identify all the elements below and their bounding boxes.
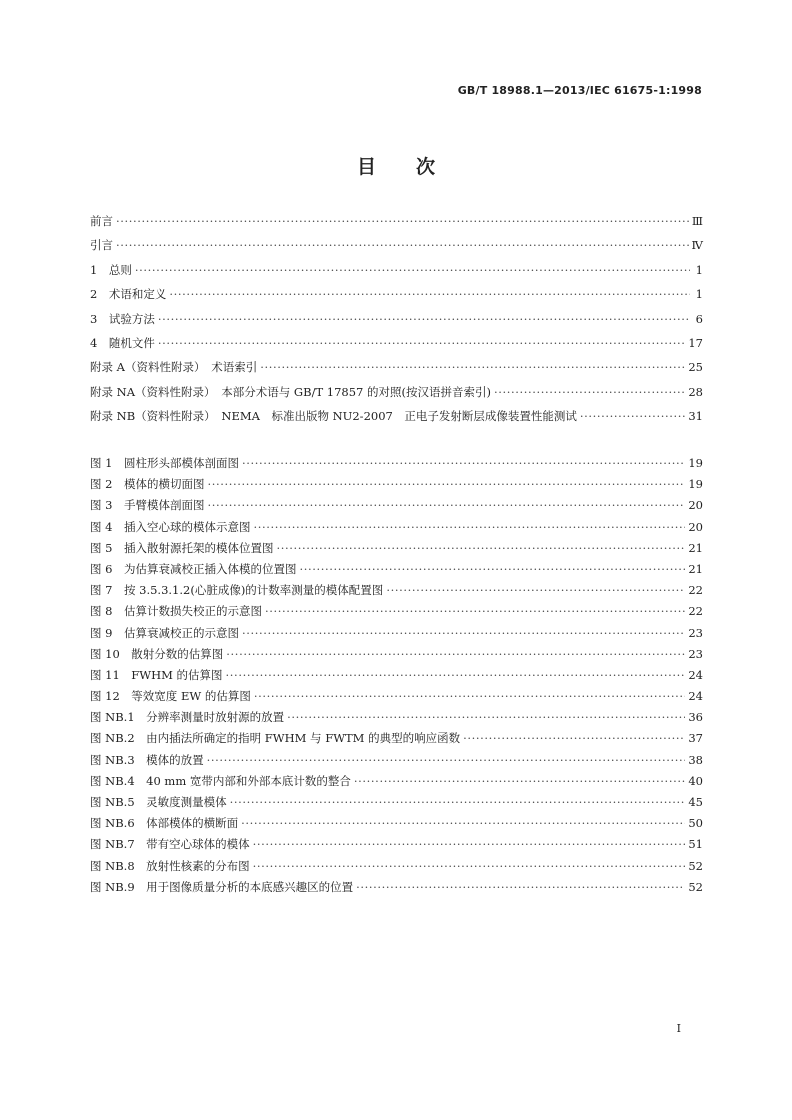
figure-entry-page: 45 xyxy=(688,795,703,809)
figure-entry-page: 37 xyxy=(688,731,703,746)
toc-leader xyxy=(116,240,689,252)
figure-entry-label: 图 2 模体的横切面图 xyxy=(90,477,205,492)
page-number: I xyxy=(676,1022,681,1035)
toc-entry-page: 28 xyxy=(688,384,703,399)
figure-entry-page: 24 xyxy=(688,689,703,704)
figure-entry[interactable] xyxy=(90,625,703,649)
toc-leader xyxy=(494,387,685,399)
toc-leader xyxy=(265,606,685,618)
figure-entry-page: 52 xyxy=(688,858,703,873)
figure-entry-label: 图 NB.2 由内插法所确定的指明 FWHM 与 FWTM 的典型的响应函数 xyxy=(90,731,461,746)
figure-entry[interactable] xyxy=(90,479,703,500)
toc-leader xyxy=(254,691,686,703)
figure-entry[interactable] xyxy=(90,540,703,564)
figure-entry-page: 19 xyxy=(688,456,703,470)
toc-leader xyxy=(253,522,685,534)
toc-leader xyxy=(158,338,686,350)
toc-entry[interactable] xyxy=(90,240,703,264)
toc-leader xyxy=(169,289,690,301)
toc-leader xyxy=(135,265,690,277)
toc-entry[interactable] xyxy=(90,216,703,240)
toc-leader xyxy=(463,733,685,745)
toc-entry-page: Ⅲ xyxy=(691,214,703,228)
toc-entry-page: 31 xyxy=(688,409,703,424)
toc-leader xyxy=(287,712,685,724)
toc-figure-list xyxy=(90,458,703,903)
toc-main-list xyxy=(90,216,703,436)
figure-entry-page: 21 xyxy=(688,561,703,576)
toc-leader xyxy=(386,585,685,597)
figure-entry-page: 24 xyxy=(688,667,703,682)
figure-entry-label: 图 12 等效宽度 EW 的估算图 xyxy=(90,689,251,704)
figure-entry-page: 38 xyxy=(688,752,703,767)
figure-entry-label: 图 NB.6 体部模体的横断面 xyxy=(90,816,239,831)
toc-entry-label: 附录 NB（资料性附录） NEMA 标准出版物 NU2-2007 正电子发射断层成像装置性能测试 xyxy=(90,409,577,424)
toc-leader xyxy=(356,882,685,894)
figure-entry[interactable] xyxy=(90,606,703,627)
figure-entry[interactable] xyxy=(90,646,703,670)
toc-entry[interactable] xyxy=(90,262,703,289)
toc-entry-page: 1 xyxy=(695,262,703,277)
toc-entry-label: 前言 xyxy=(90,214,113,228)
toc-leader xyxy=(580,411,686,423)
figure-entry-page: 40 xyxy=(688,773,703,788)
toc-entry-page: Ⅳ xyxy=(691,238,703,253)
figure-entry[interactable] xyxy=(90,839,703,860)
toc-leader xyxy=(226,670,686,682)
figure-entry-label: 图 6 为估算衰减校正插入体模的位置图 xyxy=(90,561,297,576)
figure-entry-label: 图 3 手臂模体剖面图 xyxy=(90,498,205,513)
figure-entry-page: 21 xyxy=(688,540,703,555)
toc-leader xyxy=(299,564,685,576)
toc-leader xyxy=(241,818,685,830)
toc-entry[interactable] xyxy=(90,335,703,362)
toc-entry[interactable] xyxy=(90,362,703,386)
figure-entry-page: 23 xyxy=(688,646,703,661)
figure-entry[interactable] xyxy=(90,818,703,839)
figure-entry[interactable] xyxy=(90,712,703,733)
figure-entry-label: 图 NB.7 带有空心球体的模体 xyxy=(90,837,250,852)
figure-entry[interactable] xyxy=(90,797,703,818)
toc-entry-label: 4 随机文件 xyxy=(90,335,155,350)
toc-entry-label: 附录 NA（资料性附录） 本部分术语与 GB/T 17857 的对照(按汉语拼音索引) xyxy=(90,384,491,399)
toc-entry[interactable] xyxy=(90,289,703,313)
toc-leader xyxy=(207,755,686,767)
figure-entry-page: 22 xyxy=(688,604,703,619)
toc-entry-label: 1 总则 xyxy=(90,262,132,277)
document-standard-header: GB/T 18988.1—2013/IEC 61675-1:1998 xyxy=(457,84,702,97)
toc-title xyxy=(0,152,792,179)
figure-entry[interactable] xyxy=(90,519,703,543)
figure-entry[interactable] xyxy=(90,858,703,882)
toc-leader xyxy=(158,314,690,326)
toc-entry-label: 2 术语和定义 xyxy=(90,287,167,302)
figure-entry[interactable] xyxy=(90,752,703,776)
figure-entry-label: 图 8 估算计数损失校正的示意图 xyxy=(90,604,262,619)
figure-entry-label: 图 NB.8 放射性核素的分布图 xyxy=(90,858,250,873)
figure-entry[interactable] xyxy=(90,667,703,691)
figure-entry-page: 52 xyxy=(688,879,703,894)
figure-entry-label: 图 NB.4 40 mm 宽带内部和外部本底计数的整合 xyxy=(90,773,351,788)
toc-leader xyxy=(242,628,685,640)
figure-entry-label: 图 1 圆柱形头部模体剖面图 xyxy=(90,456,239,470)
toc-leader xyxy=(207,500,685,512)
toc-entry-label: 引言 xyxy=(90,238,113,253)
figure-entry[interactable] xyxy=(90,561,703,585)
figure-entry-page: 36 xyxy=(688,710,703,725)
figure-entry-page: 20 xyxy=(688,498,703,513)
toc-entry[interactable] xyxy=(90,311,703,338)
toc-leader xyxy=(116,216,689,228)
toc-leader xyxy=(253,839,686,851)
figure-entry-page: 19 xyxy=(688,477,703,492)
figure-entry[interactable] xyxy=(90,500,703,521)
toc-leader xyxy=(260,362,685,374)
figure-entry-label: 图 NB.5 灵敏度测量模体 xyxy=(90,795,227,809)
toc-leader xyxy=(207,479,685,491)
figure-entry[interactable] xyxy=(90,733,703,754)
toc-entry-label: 3 试验方法 xyxy=(90,311,155,326)
toc-leader xyxy=(253,861,686,873)
figure-entry-page: 50 xyxy=(688,816,703,831)
toc-leader xyxy=(276,543,685,555)
toc-entry-page: 25 xyxy=(688,360,703,375)
figure-entry-label: 图 NB.3 模体的放置 xyxy=(90,752,204,767)
figure-entry-label: 图 NB.9 用于图像质量分析的本底感兴趣区的位置 xyxy=(90,879,354,894)
figure-entry[interactable] xyxy=(90,585,703,606)
toc-leader xyxy=(242,458,685,470)
figure-entry-page: 20 xyxy=(688,519,703,534)
toc-entry-page: 6 xyxy=(695,311,703,326)
figure-entry-label: 图 5 插入散射源托架的模体位置图 xyxy=(90,540,274,555)
toc-leader xyxy=(226,649,685,661)
figure-entry[interactable] xyxy=(90,691,703,712)
figure-entry-label: 图 4 插入空心球的模体示意图 xyxy=(90,519,251,534)
figure-entry-label: 图 9 估算衰减校正的示意图 xyxy=(90,625,239,640)
figure-entry-page: 22 xyxy=(688,583,703,598)
toc-title-char-2: 次 xyxy=(416,156,436,178)
figure-entry-page: 23 xyxy=(688,625,703,640)
figure-entry-page: 51 xyxy=(688,837,703,852)
figure-entry-label: 图 11 FWHM 的估算图 xyxy=(90,667,223,682)
figure-entry-label: 图 NB.1 分辨率测量时放射源的放置 xyxy=(90,710,285,725)
toc-entry[interactable] xyxy=(90,411,703,435)
toc-entry-label: 附录 A（资料性附录） 术语索引 xyxy=(90,360,258,375)
figure-entry-label: 图 7 按 3.5.3.1.2(心脏成像)的计数率测量的模体配置图 xyxy=(90,583,384,598)
toc-entry-page: 17 xyxy=(688,335,703,350)
toc-entry-page: 1 xyxy=(695,287,703,302)
toc-entry[interactable] xyxy=(90,384,703,411)
toc-leader xyxy=(354,776,685,788)
toc-title-char-1: 目 xyxy=(356,156,376,178)
figure-entry-label: 图 10 散射分数的估算图 xyxy=(90,646,224,661)
figure-entry[interactable] xyxy=(90,458,703,479)
figure-entry[interactable] xyxy=(90,879,703,903)
figure-entry[interactable] xyxy=(90,773,703,797)
toc-leader xyxy=(230,797,686,809)
